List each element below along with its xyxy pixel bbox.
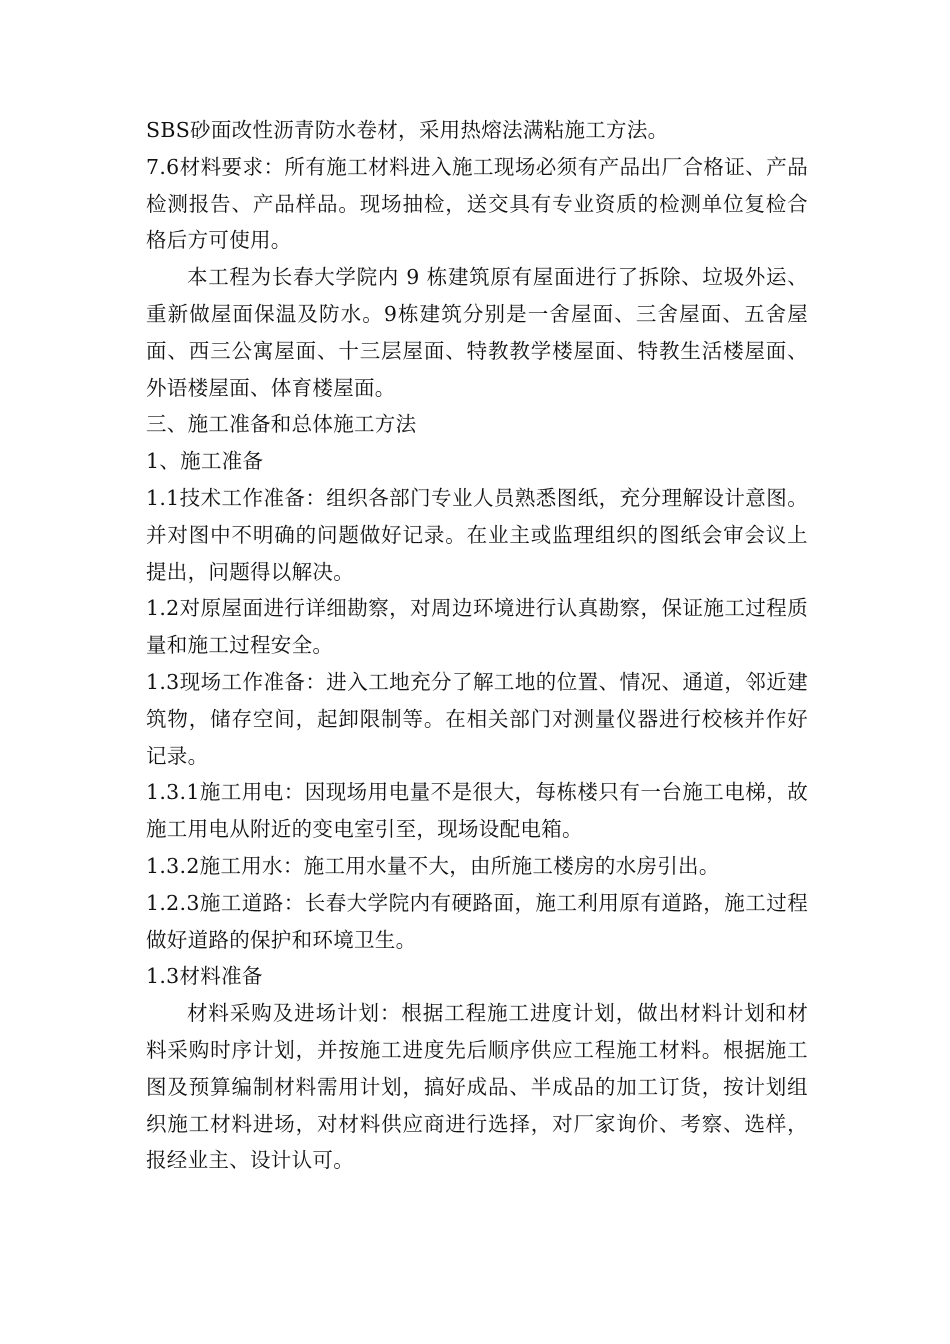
subheading-1-construction-prep: 1、施工准备 [146,449,264,474]
section-heading-3: 三、施工准备和总体施工方法 [146,412,417,437]
paragraph-1-3-1-electricity: 1.3.1施工用电：因现场用电量不是很大，每栋楼只有一台施工电梯，故施工用电从附近的变电室引至，现场设配电箱。 [146,780,808,842]
paragraph-1-2-3-roads: 1.2.3施工道路：长春大学院内有硬路面，施工利用原有道路，施工过程做好道路的保护和环境卫生。 [146,890,808,952]
paragraph-1-3-site-prep: 1.3现场工作准备：进入工地充分了解工地的位置、情况、通道，邻近建筑物，储存空间，起卸限制等。在相关部门对测量仪器进行校核并作好记录。 [146,669,808,768]
paragraph-1-2-roof-survey: 1.2对原屋面进行详细勘察，对周边环境进行认真勘察，保证施工过程质量和施工过程安全。 [146,596,808,658]
paragraph-1-3-2-water: 1.3.2施工用水：施工用水量不大，由所施工楼房的水房引出。 [146,853,720,878]
paragraph-material-procurement: 材料采购及进场计划：根据工程施工进度计划，做出材料计划和材料采购时序计划，并按施工进度先后顺序供应工程施工材料。根据施工图及预算编制材料需用计划，搞好成品、半成品的加工订货，按计划组织施工材料进场，对材料供应商进行选择，对厂家询价、考察、选样，报经业主、设计认可。 [146,1001,808,1173]
paragraph-project-overview: 本工程为长春大学院内 9 栋建筑原有屋面进行了拆除、垃圾外运、重新做屋面保温及防水。9栋建筑分别是一舍屋面、三舍屋面、五舍屋面、西三公寓屋面、十三层屋面、特教教学楼屋面、特教生活楼屋面、外语楼屋面、体育楼屋面。 [146,265,808,400]
paragraph-7-6-material-requirements: 7.6材料要求：所有施工材料进入施工现场必须有产品出厂合格证、产品检测报告、产品样品。现场抽检，送交具有专业资质的检测单位复检合格后方可使用。 [146,154,808,253]
document-page [146,112,808,1179]
paragraph-1-1-technical-prep: 1.1技术工作准备：组织各部门专业人员熟悉图纸，充分理解设计意图。并对图中不明确的问题做好记录。在业主或监理组织的图纸会审会议上提出，问题得以解决。 [146,485,808,584]
subheading-1-3-material-prep: 1.3材料准备 [146,964,263,989]
paragraph-sbs-material: SBS砂面改性沥青防水卷材，采用热熔法满粘施工方法。 [146,118,669,142]
